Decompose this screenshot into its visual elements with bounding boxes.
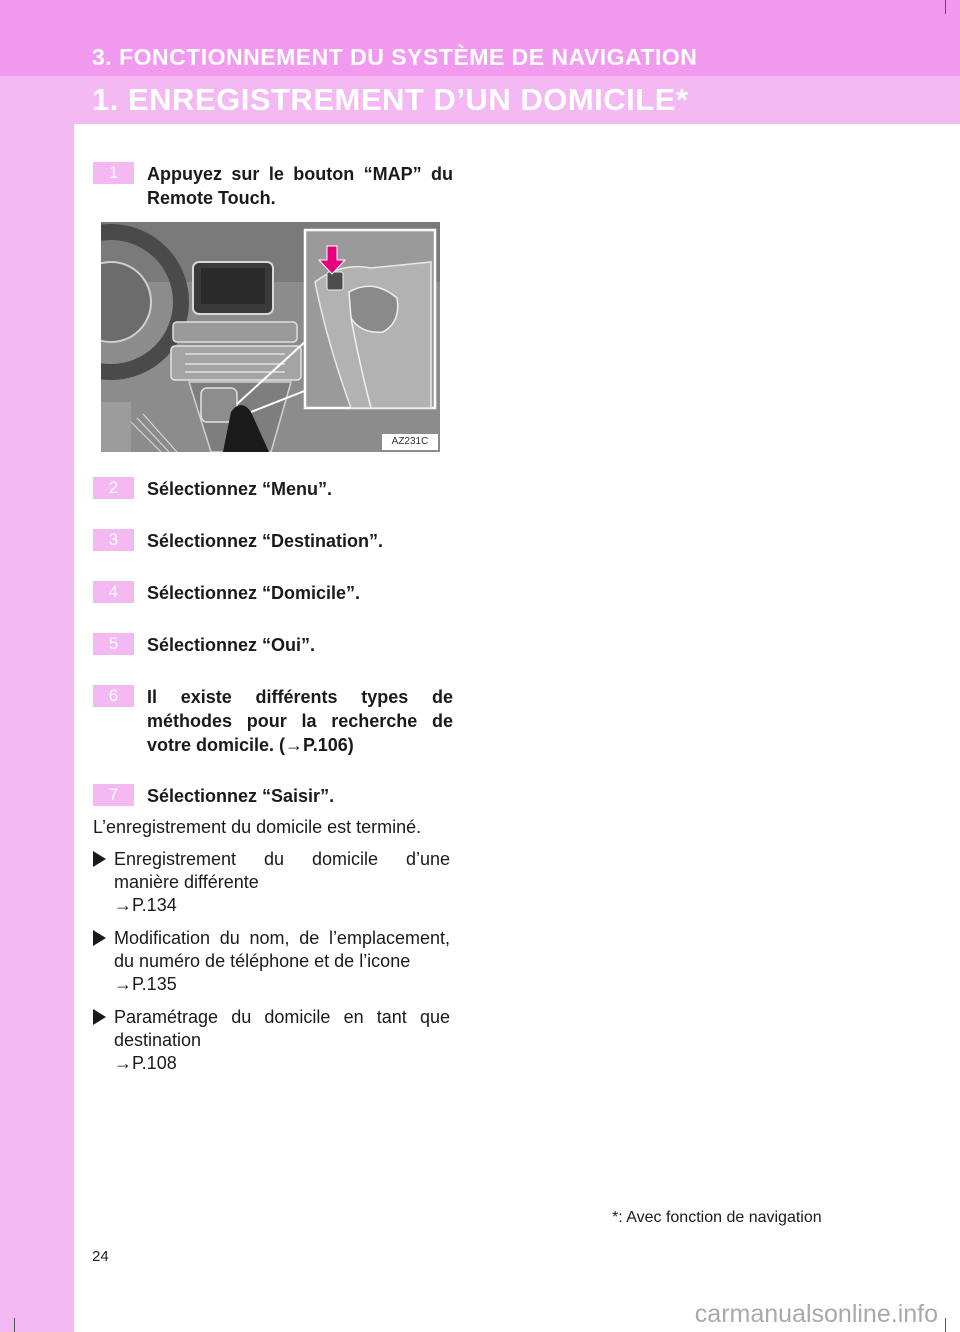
page-reference: →P.135 [114,974,177,994]
console-drawing [101,222,440,452]
bullet-item [93,927,450,996]
bullet-text: Paramétrage du domicile en tant que destination [114,1007,450,1050]
triangle-bullet-icon [93,851,106,867]
step-number: 2 [93,477,134,499]
page-reference: →P.108 [114,1053,177,1073]
step-3 [93,529,453,553]
step-number: 5 [93,633,134,655]
step-4 [93,581,453,605]
step-number: 1 [93,162,134,184]
result-text: L’enregistrement du domicile est terminé. [93,817,422,837]
step-text: Sélectionnez “Menu”. [147,479,333,499]
step-6 [93,685,453,757]
step-1 [93,162,453,210]
step-text: Sélectionnez “Destination”. [147,531,384,551]
footnote: *: Avec fonction de navigation [612,1209,822,1226]
triangle-bullet-icon [93,930,106,946]
figure-code: AZ231C [382,434,438,450]
page-number: 24 [92,1248,109,1265]
crop-mark [945,1318,960,1332]
step-text: Sélectionnez “Domicile”. [147,583,361,603]
page-title: 1. ENREGISTREMENT D’UN DOMICILE* [92,82,689,117]
bullet-item [93,848,450,917]
step-text: Sélectionnez “Oui”. [147,635,316,655]
console-illustration [101,222,440,452]
page-reference: →P.134 [114,895,177,915]
bullet-text: Enregistrement du domicile d’une manière différente [114,849,450,892]
step-text: Sélectionnez “Saisir”. [147,786,335,806]
step-7 [93,784,453,808]
side-band [0,0,74,1332]
bullet-text: Modification du nom, de l’emplacement, du numéro de téléphone et de l’icone [114,928,450,971]
step-5 [93,633,453,657]
triangle-bullet-icon [93,1009,106,1025]
bullet-item [93,1006,450,1075]
crop-mark [945,0,960,14]
step-number: 3 [93,529,134,551]
step-number: 7 [93,784,134,806]
watermark: carmanualsonline.info [694,1300,938,1328]
step-2 [93,477,453,501]
step-number: 4 [93,581,134,603]
step-text: Il existe différents types de méthodes pour la recherche de votre domicile. (→P.106) [147,687,453,755]
step-number: 6 [93,685,134,707]
section-title: 3. FONCTIONNEMENT DU SYSTÈME DE NAVIGATION [92,44,698,70]
crop-mark [0,1318,15,1332]
step-text: Appuyez sur le bouton “MAP” du Remote Touch. [147,164,453,208]
